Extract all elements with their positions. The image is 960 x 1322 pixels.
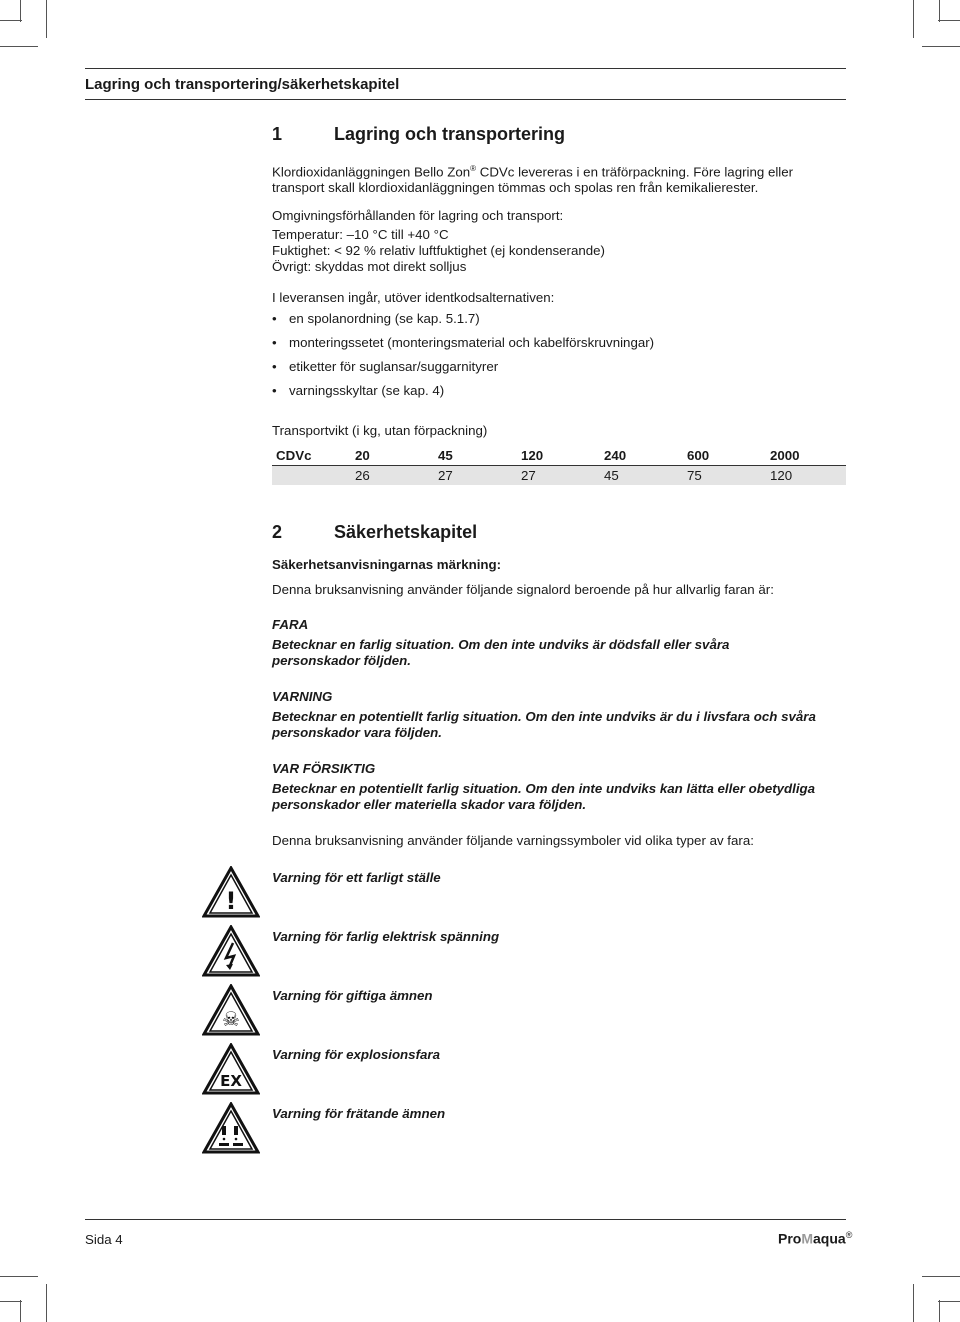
toxic-icon (202, 984, 260, 1036)
section-2-number: 2 (272, 522, 283, 542)
table-cell: 75 (687, 468, 702, 483)
table-cell: 27 (521, 468, 536, 483)
condition-other: Övrigt: skyddas mot direkt solljus (272, 259, 467, 274)
corrosive-icon (202, 1102, 260, 1154)
electric-voltage-icon (202, 925, 260, 977)
list-item-text: etiketter för suglansar/suggarnityrer (289, 359, 499, 374)
signal-word-fara: FARA (272, 617, 309, 632)
list-item-text: en spolanordning (se kap. 5.1.7) (289, 311, 480, 326)
delivery-heading: I leveransen ingår, utöver identkodsalternativen: (272, 290, 555, 305)
table-cell: 26 (355, 468, 370, 483)
signal-desc-fara (272, 637, 842, 669)
symbols-intro: Denna bruksanvisning använder följande varningssymboler vid olika typer av fara: (272, 833, 754, 848)
bullet-icon: • (272, 335, 277, 350)
symbol-label-corrosive: Varning för frätande ämnen (272, 1106, 446, 1121)
table-header-cell: 120 (521, 448, 544, 463)
table-header-cell: 45 (438, 448, 453, 463)
section-2-heading (272, 522, 477, 543)
signal-intro: Denna bruksanvisning använder följande signalord beroende på hur allvarlig faran är: (272, 582, 774, 597)
table-header-cell: 600 (687, 448, 710, 463)
conditions-heading: Omgivningsförhållanden för lagring och transport: (272, 208, 564, 223)
registered-mark: ® (470, 164, 477, 173)
brand-part: M (801, 1230, 814, 1247)
signal-desc-varning (272, 709, 842, 741)
glyph: ! (225, 887, 237, 915)
condition-temperature: Temperatur: –10 °C till +40 °C (272, 227, 449, 242)
signal-desc-line: Betecknar en potentiellt farlig situation. Om den inte undviks kan lätta eller obetydliga (272, 781, 816, 796)
page-number: Sida 4 (85, 1232, 123, 1247)
signal-desc-line: Betecknar en potentiellt farlig situation. Om den inte undviks är du i livsfara och svåra (272, 709, 816, 724)
symbol-label-toxic: Varning för giftiga ämnen (272, 988, 433, 1003)
signal-word-var-forsiktig: VAR FÖRSIKTIG (272, 761, 376, 776)
glyph: EX (220, 1072, 242, 1090)
brand-part: aqua (813, 1230, 846, 1247)
signal-desc-line: personskador eller materiella skador vara följden. (272, 797, 587, 812)
table-header-cell: 20 (355, 448, 370, 463)
symbol-label-general: Varning för ett farligt ställe (272, 870, 441, 885)
brand-part: Pro (778, 1230, 802, 1247)
explosion-icon (202, 1043, 260, 1095)
table-header-cell: 240 (604, 448, 627, 463)
symbol-label-electric: Varning för farlig elektrisk spänning (272, 929, 500, 944)
table-header-cell: 2000 (770, 448, 800, 463)
list-item-text: varningsskyltar (se kap. 4) (289, 383, 445, 398)
section-1-title: Lagring och transportering (334, 124, 566, 144)
table-cell: 27 (438, 468, 453, 483)
table-row (272, 466, 846, 485)
signal-desc-var-forsiktig (272, 781, 842, 813)
section-1-heading (272, 124, 565, 145)
signal-desc-line: personskador vara följden. (272, 725, 442, 740)
signal-desc-line: Betecknar en farlig situation. Om den inte undviks är dödsfall eller svåra (272, 637, 730, 652)
intro-text-a: Klordioxidanläggningen Bello Zon (272, 164, 471, 180)
table-header-row (272, 446, 846, 466)
table-cell: 45 (604, 468, 619, 483)
table-header-cell: CDVc (276, 448, 312, 463)
bullet-icon: • (272, 359, 277, 374)
intro-text-line2: transport skall klordioxidanläggningen tömmas och spolas ren från kemikalierester. (272, 180, 759, 196)
symbol-label-explosion: Varning för explosionsfara (272, 1047, 440, 1062)
table-cell: 120 (770, 468, 793, 483)
signal-desc-line: personskador följden. (272, 653, 411, 668)
marking-heading: Säkerhetsanvisningarnas märkning: (272, 557, 502, 572)
glyph: ☠ (222, 1007, 240, 1031)
signal-word-varning: VARNING (272, 689, 333, 704)
brand-registered-mark: ® (845, 1230, 853, 1240)
bullet-icon: • (272, 383, 277, 398)
condition-humidity: Fuktighet: < 92 % relativ luftfuktighet (ej kondenserande) (272, 243, 605, 258)
section-2-title: Säkerhetskapitel (334, 522, 478, 542)
intro-paragraph (272, 161, 842, 196)
weight-table (272, 446, 846, 485)
section-1-number: 1 (272, 124, 283, 144)
brand-logo (778, 1230, 852, 1247)
list-item-text: monteringssetet (monteringsmaterial och kabelförskruvningar) (289, 335, 655, 350)
weight-heading: Transportvikt (i kg, utan förpackning) (272, 423, 488, 438)
intro-text-b: CDVc levereras i en träförpackning. Före lagring eller (476, 164, 794, 180)
page-header-title: Lagring och transportering/säkerhetskapitel (85, 76, 400, 93)
bullet-icon: • (272, 311, 277, 326)
general-warning-icon (202, 866, 260, 918)
